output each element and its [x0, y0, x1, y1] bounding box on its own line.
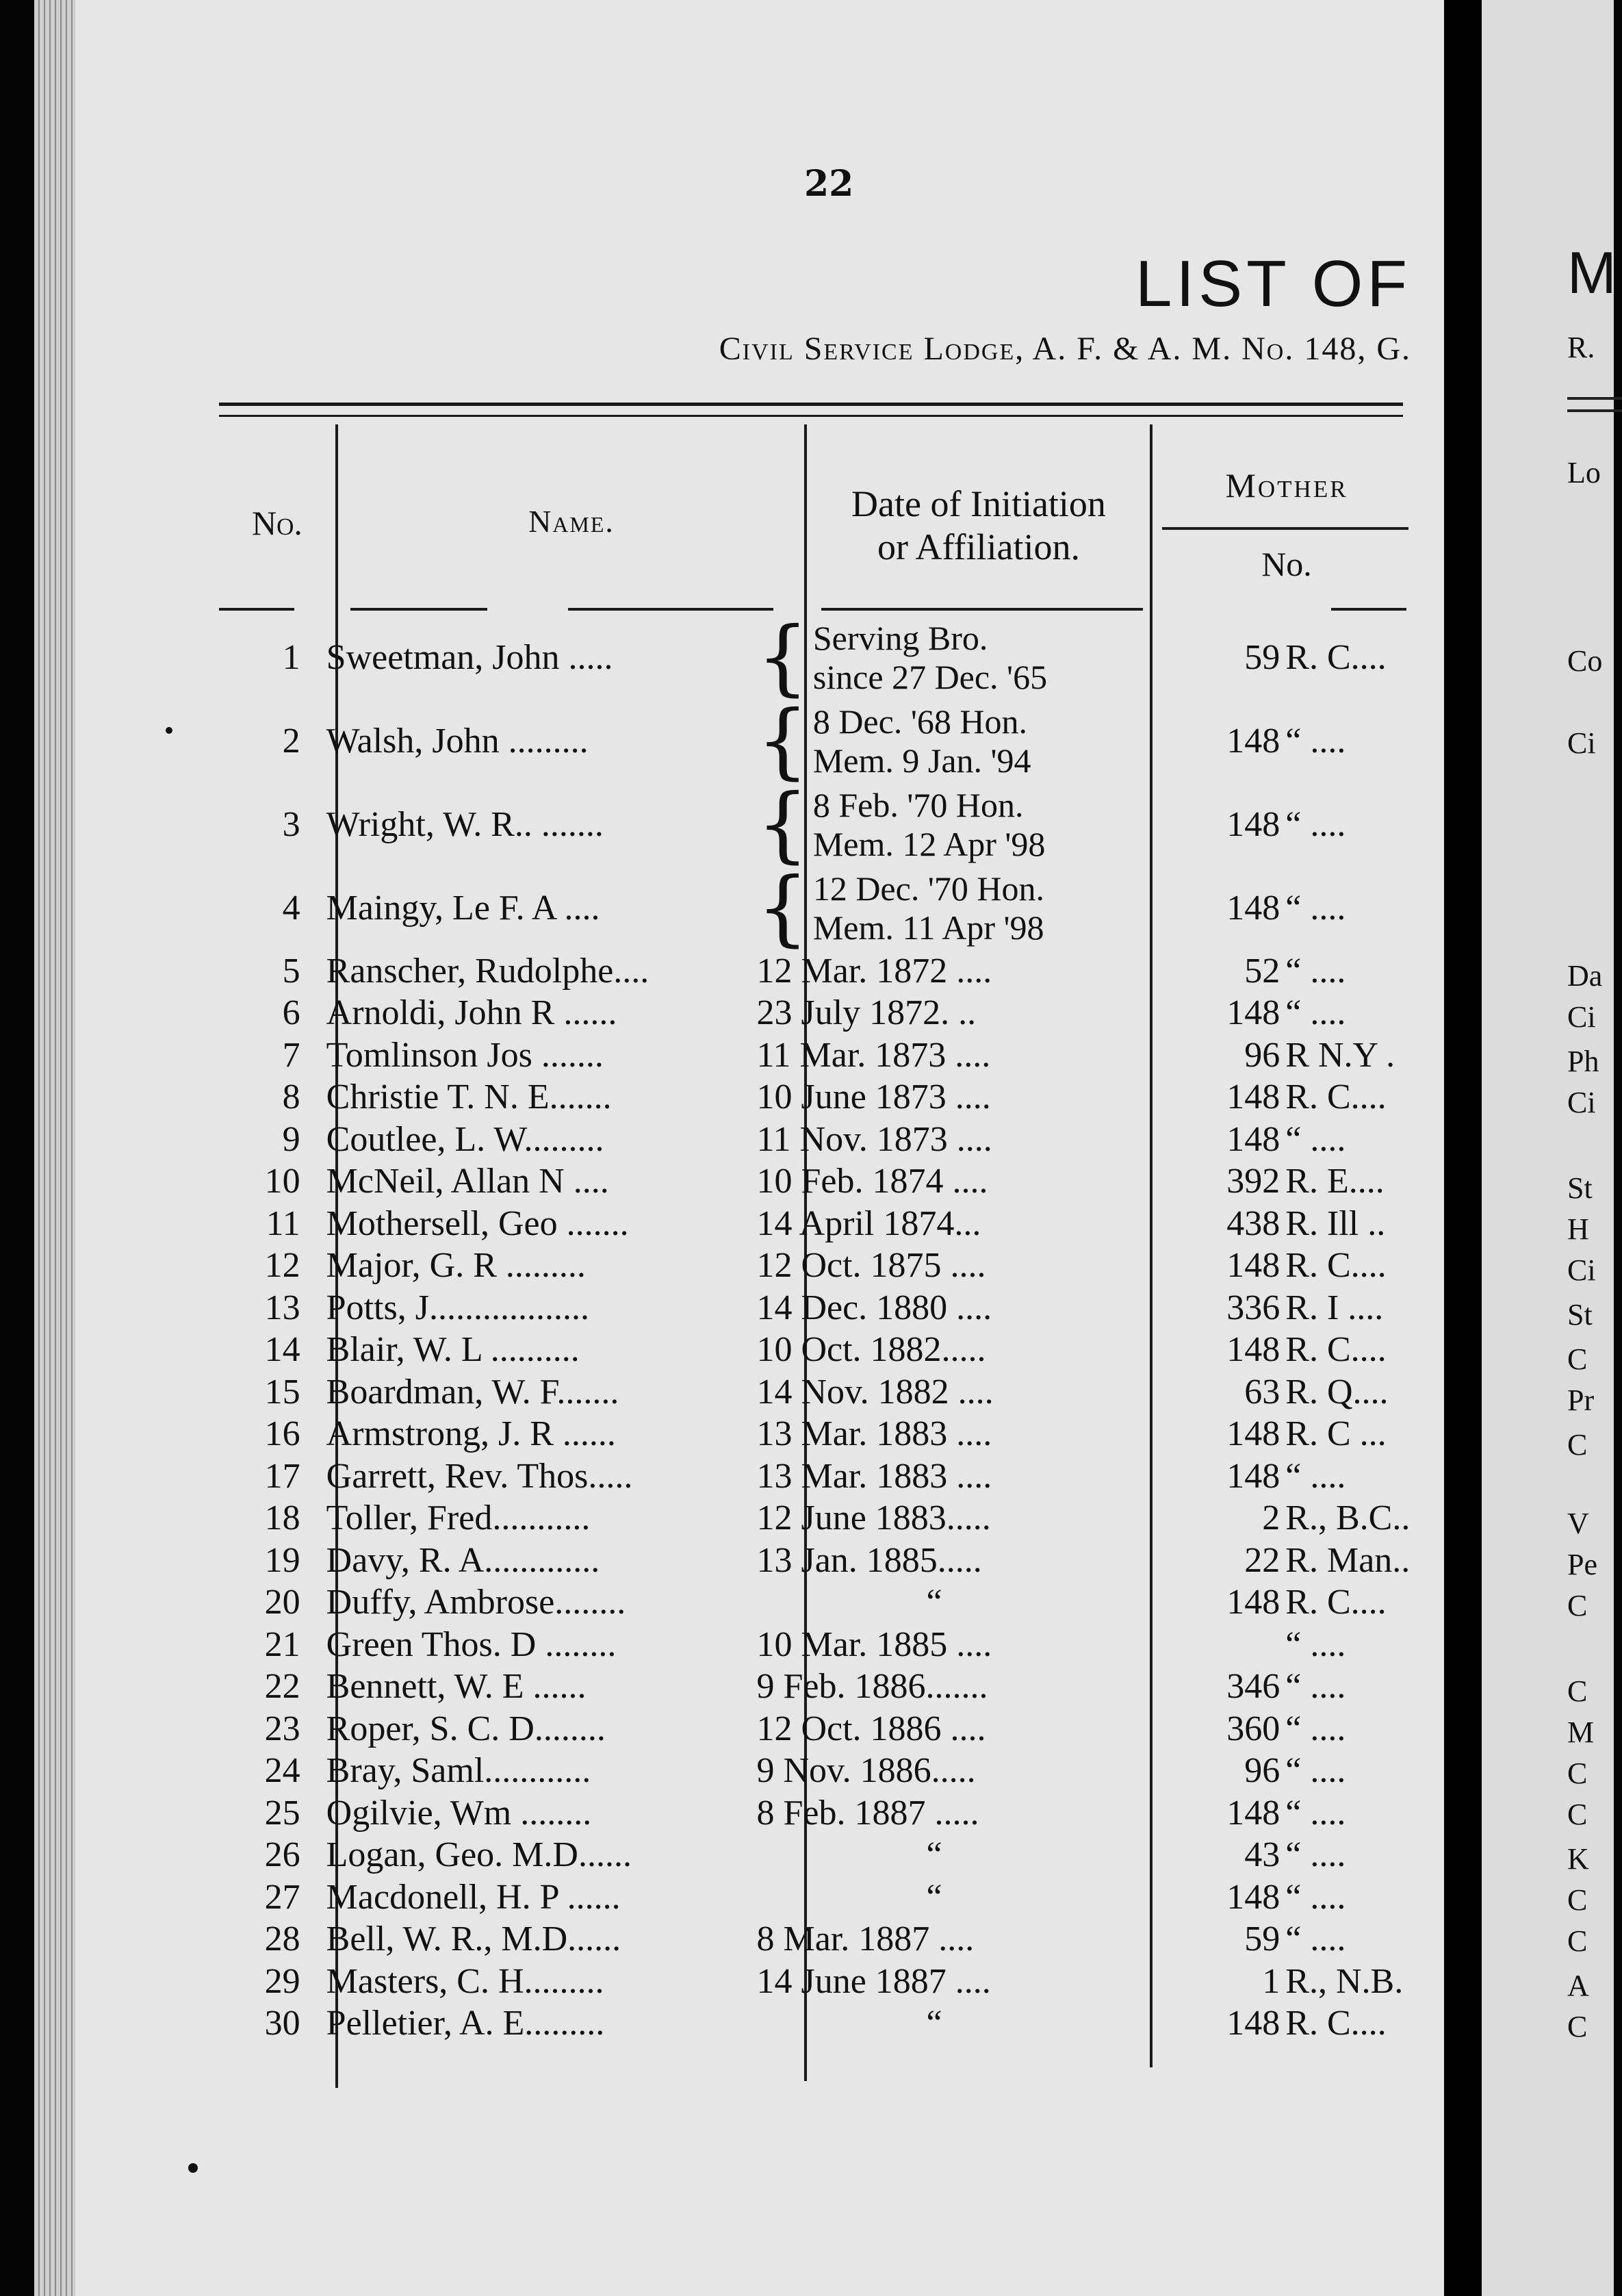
member-name: Bennett, W. E ...... [326, 1667, 587, 1707]
header-underline [350, 608, 487, 611]
mother-lodge-number: 148 [1226, 1246, 1280, 1286]
book-spine [1444, 0, 1482, 2296]
table-row [219, 616, 1444, 700]
member-name: Walsh, John ......... [326, 722, 589, 761]
facing-line-fragment: Ci [1567, 1253, 1596, 1287]
member-date-line: 12 Dec. '70 Hon. [812, 869, 1044, 908]
facing-line-fragment: St [1567, 1298, 1593, 1331]
table-row [219, 867, 1444, 950]
member-name: Davy, R. A............. [326, 1540, 600, 1580]
table-row [219, 1034, 1444, 1077]
member-name: Garrett, Rev. Thos..... [326, 1456, 633, 1496]
member-date-line: 8 Feb. '70 Hon. [812, 785, 1024, 824]
facing-line-fragment: Da [1567, 959, 1603, 993]
mother-lodge: “ .... [1285, 1119, 1346, 1159]
member-number: 5 [282, 951, 300, 991]
ink-speck [188, 2163, 198, 2173]
member-number: 24 [264, 1751, 300, 1791]
mother-lodge-number: 52 [1244, 951, 1280, 991]
table-row [219, 700, 1444, 783]
mother-lodge: R. E.... [1285, 1162, 1385, 1201]
table-row [219, 1498, 1444, 1540]
member-date-line: Serving Bro. [812, 618, 988, 657]
member-date-line: Mem. 9 Jan. '94 [812, 741, 1031, 780]
table-row [219, 1961, 1444, 2003]
member-date: 10 June 1873 .... [756, 1077, 991, 1117]
left-page [34, 0, 1444, 2296]
facing-line-fragment: C [1567, 1883, 1588, 1917]
table-row [219, 783, 1444, 867]
member-date: 10 Mar. 1885 .... [756, 1624, 992, 1664]
member-date [748, 777, 1200, 872]
facing-line-fragment: C [1567, 1798, 1588, 1831]
lodge-subtitle: Civil Service Lodge, A. F. & A. M. No. 148, G. [719, 331, 1411, 367]
member-name: Ogilvie, Wm ........ [326, 1793, 592, 1833]
mother-lodge-number: 360 [1226, 1709, 1280, 1748]
table-row [219, 993, 1444, 1035]
member-date [748, 693, 1200, 789]
mother-lodge-number: 148 [1226, 1119, 1280, 1159]
member-date: 13 Mar. 1883 .... [756, 1456, 992, 1496]
mother-lodge: R. I .... [1285, 1288, 1384, 1327]
member-number: 6 [282, 993, 300, 1033]
member-date: 11 Mar. 1873 .... [756, 1035, 991, 1075]
mother-lodge-number: 148 [1226, 722, 1280, 761]
member-number: 26 [264, 1835, 300, 1875]
mother-lodge-number: 59 [1244, 1919, 1280, 1959]
facing-line-fragment: C [1567, 1924, 1588, 1958]
member-date: 13 Jan. 1885..... [756, 1540, 982, 1580]
facing-line-fragment: Ci [1567, 1000, 1596, 1034]
column-header-mother-no: No. [1261, 545, 1312, 583]
table-row [219, 1245, 1444, 1288]
mother-lodge: “ .... [1285, 1793, 1346, 1833]
member-number: 18 [264, 1498, 300, 1538]
mother-lodge: R. C ... [1285, 1414, 1387, 1454]
page-edges [34, 0, 75, 2296]
header-rule-thin [219, 415, 1403, 417]
table-row [219, 1540, 1444, 1582]
member-number: 27 [264, 1877, 300, 1917]
mother-lodge: R. C.... [1285, 1583, 1387, 1622]
mother-lodge: “ .... [1285, 722, 1346, 761]
mother-lodge-number: 336 [1226, 1288, 1280, 1327]
member-name: Green Thos. D ........ [326, 1624, 617, 1664]
member-number: 10 [264, 1162, 300, 1201]
mother-lodge-number: 346 [1226, 1667, 1280, 1707]
mother-lodge-number: 148 [1226, 1583, 1280, 1622]
mother-lodge-number: 43 [1244, 1835, 1280, 1875]
member-date: 12 Mar. 1872 .... [756, 951, 992, 991]
mother-lodge: R N.Y . [1285, 1035, 1395, 1075]
member-name: Tomlinson Jos ....... [326, 1035, 604, 1075]
facing-title-fragment: M [1567, 240, 1619, 306]
mother-lodge: “ .... [1285, 889, 1346, 928]
mother-lodge-number: 2 [1262, 1498, 1280, 1538]
brace-glyph: { [756, 860, 809, 956]
member-number: 28 [264, 1919, 300, 1959]
facing-line-fragment: Pr [1567, 1383, 1595, 1417]
member-name: Coutlee, L. W......... [326, 1119, 604, 1159]
member-date: “ [926, 2004, 942, 2043]
facing-subtitle-fragment: R. [1567, 331, 1595, 364]
member-number: 25 [264, 1793, 300, 1833]
mother-lodge-number: 148 [1226, 1877, 1280, 1917]
member-number: 4 [282, 889, 300, 928]
member-name: Sweetman, John ..... [326, 638, 613, 677]
member-number: 12 [264, 1246, 300, 1286]
member-name: Duffy, Ambrose........ [326, 1583, 626, 1622]
mother-lodge-number: 63 [1244, 1372, 1280, 1412]
table-row [219, 1371, 1444, 1414]
facing-line-fragment: C [1567, 1589, 1588, 1622]
header-underline [219, 608, 294, 611]
member-date: “ [926, 1583, 942, 1622]
brace-glyph: { [756, 693, 809, 789]
mother-lodge: “ .... [1285, 1919, 1346, 1959]
member-number: 1 [282, 638, 300, 677]
table-row [219, 1835, 1444, 1877]
member-name: Mothersell, Geo ....... [326, 1203, 629, 1243]
mother-lodge: R. C.... [1285, 1077, 1387, 1117]
member-name: Ranscher, Rudolphe.... [326, 951, 649, 991]
member-date-line: Mem. 11 Apr '98 [812, 908, 1044, 947]
header-rule-thick [219, 403, 1403, 406]
facing-page [1482, 0, 1619, 2296]
table-row [219, 1624, 1444, 1666]
member-date: 13 Mar. 1883 .... [756, 1414, 992, 1454]
facing-line-fragment: C [1567, 1674, 1588, 1708]
member-date-line: Mem. 12 Apr '98 [812, 825, 1046, 863]
table-row [219, 950, 1444, 993]
member-date: 14 June 1887 .... [756, 1961, 991, 2001]
table-row [219, 1919, 1444, 1961]
member-date: 10 Feb. 1874 .... [756, 1162, 988, 1201]
mother-lodge: R. C.... [1285, 1330, 1387, 1370]
mother-lodge: “ .... [1285, 1835, 1346, 1875]
mother-lodge: R., B.C.. [1285, 1498, 1411, 1538]
member-name: Roper, S. C. D........ [326, 1709, 606, 1748]
facing-line-fragment: Ph [1567, 1045, 1599, 1078]
table-row [219, 1666, 1444, 1709]
header-underline [568, 608, 773, 611]
table-row [219, 1455, 1444, 1498]
member-name: Bell, W. R., M.D...... [326, 1919, 621, 1959]
table-row [219, 2003, 1444, 2045]
member-name: Blair, W. L .......... [326, 1330, 580, 1370]
mother-lodge: “ .... [1285, 1877, 1346, 1917]
member-name: Potts, J.................. [326, 1288, 589, 1327]
mother-lodge-number: 148 [1226, 993, 1280, 1033]
member-number: 8 [282, 1077, 300, 1117]
facing-line-fragment: A [1567, 1969, 1589, 2002]
mother-lodge-number: 22 [1244, 1540, 1280, 1580]
table-row [219, 1329, 1444, 1372]
facing-line-fragment: H [1567, 1212, 1589, 1246]
facing-line-fragment: Pe [1567, 1548, 1597, 1581]
member-number: 9 [282, 1119, 300, 1159]
facing-rule [1567, 409, 1622, 412]
facing-line-fragment: Ci [1567, 726, 1596, 760]
member-name: Masters, C. H......... [326, 1961, 604, 2001]
mother-lodge: R. Man.. [1285, 1540, 1411, 1580]
member-name: Boardman, W. F....... [326, 1372, 619, 1412]
facing-line-fragment: C [1567, 1342, 1588, 1376]
header-underline [1331, 608, 1406, 611]
member-date: 14 Nov. 1882 .... [756, 1372, 994, 1412]
table-row [219, 1119, 1444, 1161]
mother-lodge-number: 438 [1226, 1203, 1280, 1243]
member-date [748, 610, 1200, 705]
facing-line-fragment: C [1567, 1428, 1588, 1462]
facing-line-fragment: Ci [1567, 1086, 1596, 1119]
mother-lodge-number: 148 [1226, 2004, 1280, 2043]
member-date: 12 Oct. 1875 .... [756, 1246, 986, 1286]
table-row [219, 1708, 1444, 1750]
mother-lodge: “ .... [1285, 1624, 1346, 1664]
facing-line-fragment: Co [1567, 644, 1603, 678]
member-name: Major, G. R ......... [326, 1246, 586, 1286]
mother-lodge-number: 59 [1244, 638, 1280, 677]
member-name: Bray, Saml............ [326, 1751, 591, 1791]
column-header-date-line1: Date of Initiation [851, 483, 1106, 524]
table-row [219, 1792, 1444, 1835]
mother-lodge-number: 148 [1226, 1330, 1280, 1370]
mother-lodge-number: 96 [1244, 1035, 1280, 1075]
mother-lodge: “ .... [1285, 993, 1346, 1033]
table-row [219, 1077, 1444, 1119]
mother-lodge: R. C.... [1285, 1246, 1387, 1286]
mother-lodge-number: 148 [1226, 1414, 1280, 1454]
member-date: 10 Oct. 1882..... [756, 1330, 986, 1370]
member-number: 13 [264, 1288, 300, 1327]
facing-line-fragment: V [1567, 1507, 1589, 1540]
mother-lodge-number: 96 [1244, 1751, 1280, 1791]
mother-lodge: R. C.... [1285, 2004, 1387, 2043]
member-date-line: 8 Dec. '68 Hon. [812, 702, 1027, 741]
member-date: 14 Dec. 1880 .... [756, 1288, 992, 1327]
facing-line-fragment: K [1567, 1842, 1589, 1876]
mother-lodge: R. C.... [1285, 638, 1387, 677]
page-title: LIST OF [1135, 247, 1411, 320]
facing-line-fragment: M [1567, 1715, 1595, 1749]
member-name: McNeil, Allan N .... [326, 1162, 609, 1201]
member-date: 23 July 1872. .. [756, 993, 977, 1033]
table-row [219, 1287, 1444, 1329]
column-header-name: Name. [528, 504, 615, 539]
member-name: Logan, Geo. M.D...... [326, 1835, 632, 1875]
member-number: 20 [264, 1583, 300, 1622]
member-date-line: since 27 Dec. '65 [812, 658, 1048, 696]
facing-line-fragment: C [1567, 2010, 1588, 2043]
member-date: 12 Oct. 1886 .... [756, 1709, 986, 1748]
mother-lodge-number: 148 [1226, 1456, 1280, 1496]
mother-lodge-number: 392 [1226, 1162, 1280, 1201]
members-table [219, 610, 1444, 2045]
member-date: “ [926, 1877, 942, 1917]
member-number: 3 [282, 805, 300, 844]
member-name: Maingy, Le F. A .... [326, 889, 600, 928]
member-name: Wright, W. R.. ....... [326, 805, 604, 844]
member-name: Macdonell, H. P ...... [326, 1877, 621, 1917]
table-row [219, 1582, 1444, 1624]
mother-underline [1162, 527, 1408, 530]
facing-line-fragment: St [1567, 1171, 1593, 1205]
table-row [219, 1203, 1444, 1245]
member-number: 17 [264, 1456, 300, 1496]
member-name: Armstrong, J. R ...... [326, 1414, 616, 1454]
member-name: Pelletier, A. E......... [326, 2004, 605, 2043]
mother-lodge: “ .... [1285, 1667, 1346, 1707]
member-number: 16 [264, 1414, 300, 1454]
mother-lodge-number [1200, 1624, 1286, 1666]
member-date: 9 Nov. 1886..... [756, 1751, 976, 1791]
column-header-date-line2: or Affiliation. [877, 526, 1080, 567]
member-number: 23 [264, 1709, 300, 1748]
ink-speck [166, 727, 172, 734]
mother-lodge: R., N.B. [1285, 1961, 1404, 2001]
member-number: 2 [282, 722, 300, 761]
member-date: 8 Mar. 1887 .... [756, 1919, 975, 1959]
member-number: 21 [264, 1624, 300, 1664]
facing-line-fragment: C [1567, 1757, 1588, 1790]
member-number: 7 [282, 1035, 300, 1075]
facing-header-fragment: Lo [1567, 456, 1601, 489]
brace-glyph: { [756, 610, 809, 705]
member-date: 12 June 1883..... [756, 1498, 991, 1538]
member-number: 11 [266, 1203, 300, 1243]
member-date: 8 Feb. 1887 ..... [756, 1793, 979, 1833]
header-underline [821, 608, 1143, 611]
mother-lodge-number: 148 [1226, 1793, 1280, 1833]
mother-lodge: “ .... [1285, 1751, 1346, 1791]
mother-lodge: “ .... [1285, 1456, 1346, 1496]
table-row [219, 1414, 1444, 1456]
member-number: 22 [264, 1667, 300, 1707]
member-name: Toller, Fred........... [326, 1498, 591, 1538]
mother-lodge: “ .... [1285, 805, 1346, 844]
member-date: “ [926, 1835, 942, 1875]
table-row [219, 1876, 1444, 1919]
member-number: 29 [264, 1961, 300, 2001]
mother-lodge-number: 1 [1262, 1961, 1280, 2001]
mother-lodge: “ .... [1285, 1709, 1346, 1748]
member-name: Christie T. N. E....... [326, 1077, 612, 1117]
column-header-mother: Mother [1225, 466, 1348, 505]
table-row [219, 1161, 1444, 1203]
facing-rule [1567, 397, 1622, 400]
mother-lodge-number: 148 [1226, 1077, 1280, 1117]
mother-lodge: “ .... [1285, 951, 1346, 991]
mother-lodge-number: 148 [1226, 805, 1280, 844]
member-date: 11 Nov. 1873 .... [756, 1119, 992, 1159]
member-date [748, 860, 1200, 956]
member-number: 15 [264, 1372, 300, 1412]
mother-lodge: R. Q.... [1285, 1372, 1389, 1412]
member-number: 30 [264, 2004, 300, 2043]
member-date: 14 April 1874... [756, 1203, 981, 1243]
table-row [219, 1750, 1444, 1793]
page-number: 22 [804, 163, 854, 205]
member-date: 9 Feb. 1886....... [756, 1667, 988, 1707]
mother-lodge: R. Ill .. [1285, 1203, 1386, 1243]
member-name: Arnoldi, John R ...... [326, 993, 617, 1033]
column-header-no: No. [252, 504, 302, 542]
member-number: 14 [264, 1330, 300, 1370]
mother-lodge-number: 148 [1226, 889, 1280, 928]
member-number: 19 [264, 1540, 300, 1580]
brace-glyph: { [756, 777, 809, 872]
